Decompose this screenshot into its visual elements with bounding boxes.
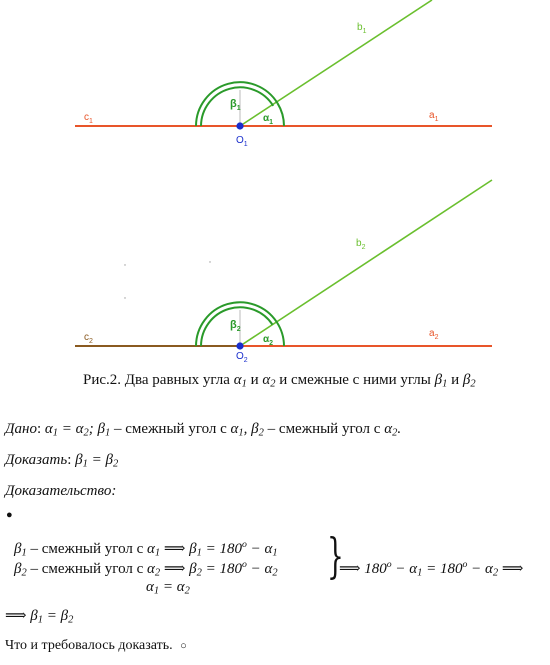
derivation-line3: $\alpha_1 = \alpha_2$ (146, 579, 190, 597)
d2-implies: ⟹ (163, 561, 186, 577)
derivation-right (339, 559, 523, 578)
lower-point-o (236, 342, 243, 349)
dr-implies2: ⟹ (501, 561, 524, 577)
d1-eq: $\beta_1 = 180^o - \alpha_1$ (189, 539, 278, 559)
d1-implies: ⟹ (163, 541, 186, 557)
lower-ray-b (240, 180, 492, 346)
d1-text: – смежный угол с (30, 541, 144, 557)
upper-label-o: $O_1$ (236, 135, 248, 148)
d2-beta2: $\beta_2$ (14, 561, 27, 579)
d2-text: – смежный угол с (30, 561, 144, 577)
caption-alpha1: $\alpha_1$ (233, 372, 247, 390)
given-part2: – смежный угол с (267, 421, 381, 437)
res-eq: $\beta_1 = \beta_2$ (30, 608, 74, 626)
right-brace: } (327, 528, 344, 584)
given-line (5, 421, 401, 438)
upper-label-b: $b_1$ (357, 22, 367, 35)
derivation-line1 (14, 539, 278, 558)
given-alpha1: $\alpha_1$, $\beta_2$ (230, 421, 264, 439)
given-alpha2: $\alpha_2$. (384, 421, 402, 439)
d1-beta1: $\beta_1$ (14, 541, 27, 559)
res-implies: ⟹ (5, 608, 27, 624)
upper-label-c: $c_1$ (84, 112, 93, 125)
lower-label-o: $O_2$ (236, 351, 248, 364)
conclusion (5, 638, 187, 654)
caption-prefix: Рис.2. Два равных угла (83, 372, 230, 388)
given-eq: $\alpha_1 = \alpha_2$; $\beta_1$ (44, 421, 111, 439)
upper-label-alpha: $\alpha_1$ (263, 113, 274, 126)
d2-eq: $\beta_2 = 180^o - \alpha_2$ (189, 559, 278, 579)
bullet: ● (6, 509, 13, 521)
prove-line (5, 452, 118, 469)
lower-alpha-arc (277, 322, 284, 346)
prove-colon: : (67, 452, 72, 468)
lower-label-b: $b_2$ (356, 238, 366, 251)
caption-beta1: $\beta_1$ (434, 372, 448, 390)
dr-eq: $180^o - \alpha_1 = 180^o - \alpha_2$ (364, 559, 499, 579)
conclusion-mark: ○ (180, 640, 187, 652)
proof-label: Доказательство: (5, 483, 117, 499)
dr-implies: ⟹ (339, 561, 361, 577)
dot (124, 264, 125, 265)
lower-label-a: $a_2$ (429, 328, 439, 341)
upper-ray-b (240, 0, 432, 126)
given-colon: : (37, 421, 42, 437)
caption-middle: и смежные с ними углы (279, 372, 431, 388)
given-label: Дано (5, 421, 37, 437)
caption-beta2: $\beta_2$ (462, 372, 476, 390)
figure-caption (83, 372, 476, 389)
caption-alpha2: $\alpha_2$ (262, 372, 276, 390)
upper-alpha-arc (278, 103, 285, 126)
d2-alpha2: $\alpha_2$ (147, 561, 161, 579)
derivation-line2 (14, 559, 278, 578)
given-part1: – смежный угол с (114, 421, 227, 437)
dot (209, 261, 210, 262)
upper-point-o (236, 122, 243, 129)
upper-label-a: $a_1$ (429, 110, 439, 123)
derivation-result (5, 606, 73, 625)
dot (124, 297, 125, 298)
lower-label-beta: $\beta_2$ (230, 319, 241, 333)
caption-and1: и (250, 372, 259, 388)
prove-label: Доказать (5, 452, 68, 468)
upper-label-beta: $\beta_1$ (230, 98, 241, 112)
lower-drawing (75, 180, 492, 364)
d1-alpha1: $\alpha_1$ (147, 541, 161, 559)
caption-and2: и (451, 372, 460, 388)
lower-label-alpha: $\alpha_2$ (263, 334, 274, 347)
upper-drawing (75, 0, 492, 148)
conclusion-text: Что и требовалось доказать. (5, 638, 173, 653)
lower-label-c: $c_2$ (84, 332, 93, 345)
prove-statement: $\beta_1 = \beta_2$ (75, 452, 119, 470)
